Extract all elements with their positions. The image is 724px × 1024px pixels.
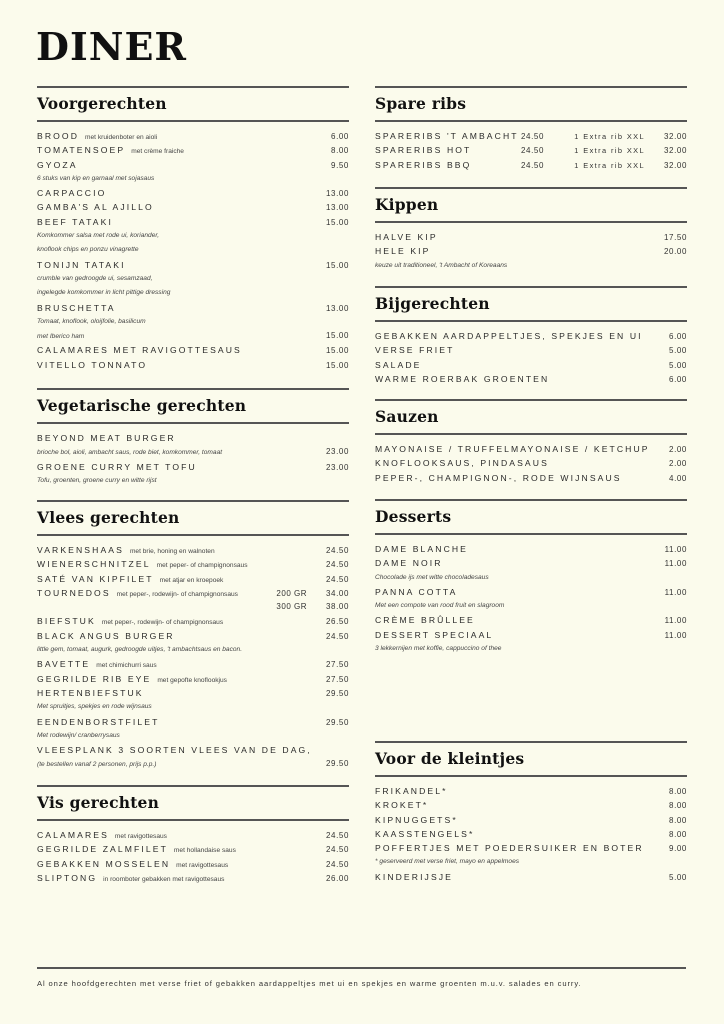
menu-item (37, 586, 349, 600)
menu-item (37, 158, 349, 172)
section-heading: Desserts (375, 507, 452, 526)
section-heading: Vlees gerechten (37, 508, 180, 527)
menu-item (375, 358, 687, 372)
item-name: BEEF TATAKI (37, 216, 113, 227)
item-description: Chocolade ijs met witte chocoladesaus (375, 573, 489, 581)
item-name: GEGRILDE RIB EYE (37, 673, 152, 684)
item-price: 13.00 (325, 189, 349, 199)
menu-item (375, 798, 687, 812)
item-name: WARME ROERBAK GROENTEN (375, 373, 550, 384)
extra-price: 32.00 (663, 160, 687, 170)
item-name: HELE KIP (375, 246, 431, 257)
item-name: BEYOND MEAT BURGER (37, 433, 176, 443)
extra-price: 32.00 (663, 132, 687, 141)
item-description: Met rodewijn/ cranberrysaus (37, 731, 120, 739)
item-name: DAME NOIR (375, 558, 443, 569)
item-description: keuze uit traditioneel, 't Ambacht of Koreaans (375, 261, 508, 269)
item-description: little gem, tomaat, augurk, gedroogde uitjes, 't ambachtsaus en bacon. (37, 646, 243, 654)
item-name: GAMBA'S AL AJILLO (37, 202, 154, 213)
item-list (37, 122, 349, 372)
item-description-row (375, 599, 687, 613)
item-name: VLEESPLANK 3 SOORTEN VLEES VAN DE DAG, (37, 745, 312, 756)
item-list (37, 536, 349, 772)
item-price: 24.50 (325, 845, 349, 855)
item-name: GEBAKKEN MOSSELEN (37, 858, 171, 869)
item-price: 11.00 (664, 559, 687, 569)
item-note: in roomboter gebakken met ravigottesaus (103, 875, 225, 883)
menu-item (37, 600, 349, 614)
menu-item (375, 556, 687, 570)
menu-item (375, 870, 687, 884)
item-description: brioche bol, aioli, ambacht saus, rode biet, komkommer, tomaat (37, 449, 223, 457)
menu-item (37, 629, 349, 643)
item-price: 26.50 (325, 617, 349, 627)
item-description-row (37, 474, 349, 488)
item-price: 8.00 (669, 801, 687, 811)
item-price: 27.50 (325, 674, 349, 684)
item-name: HALVE KIP (375, 232, 438, 242)
item-name: WIENERSCHNITZEL (37, 559, 151, 570)
item-price: 29.50 (325, 688, 349, 698)
item-name: DAME BLANCHE (375, 544, 469, 554)
item-price: 34.00 (325, 588, 349, 598)
item-description: knoflook chips en ponzu vinagrette (37, 246, 139, 254)
item-price: 13.00 (325, 303, 349, 313)
item-description: Met spruitjes, spekjes en rode wijnsaus (37, 703, 152, 711)
item-price: 2.00 (669, 459, 687, 469)
item-name: KINDERIJSJE (375, 871, 454, 882)
item-description-row (37, 172, 349, 186)
menu-item (37, 543, 349, 557)
item-description: Met een compote van rood fruit en slagroom (375, 602, 505, 610)
item-price: 29.50 (325, 759, 349, 769)
section-heading: Voor de kleintjes (375, 749, 525, 768)
item-list (37, 424, 349, 488)
item-description-row (37, 757, 349, 771)
item-price: 11.00 (664, 545, 687, 554)
extra-option: 1 Extra rib XXL (574, 146, 645, 156)
section-voor-de-kleintjes (375, 741, 687, 884)
item-name: VITELLO TONNATO (37, 359, 148, 370)
item-price: 17.50 (663, 233, 687, 242)
section-heading: Vegetarische gerechten (37, 396, 247, 415)
item-description: 3 lekkernijen met koffie, cappuccino of thee (375, 645, 502, 653)
item-description: (te bestellen vanaf 2 personen, prijs p.p.) (37, 761, 157, 769)
item-price: 15.00 (325, 346, 349, 356)
section-heading: Spare ribs (375, 94, 467, 113)
menu-item (375, 628, 687, 642)
item-description-row (37, 315, 349, 329)
item-description: 6 stuks van kip en garnaal met sojasaus (37, 174, 155, 182)
item-note: met peper-, rodewijn- of champignonsaus (101, 619, 224, 627)
item-name: SPARERIBS BBQ (375, 159, 472, 170)
section-heading: Vis gerechten (37, 793, 160, 812)
menu-item (375, 613, 687, 627)
footer-note: Al onze hoofdgerechten met verse friet of gebakken aardappeltjes met ui en spekjes en warme groenten m.u.v. salades en curry. (37, 979, 582, 988)
item-price: 6.00 (669, 332, 687, 341)
item-note: met atjar en kroepoek (159, 576, 224, 584)
item-price: 27.50 (325, 660, 349, 670)
item-note: met brie, honing en walnoten (129, 548, 215, 555)
item-name: KROKET* (375, 800, 429, 811)
item-price: 23.00 (325, 462, 349, 472)
menu-item (37, 857, 349, 871)
item-name: TONIJN TATAKI (37, 259, 126, 270)
extra-option: 1 Extra rib XXL (574, 132, 645, 141)
item-note: met gepofte knoflookjus (157, 676, 227, 684)
item-name: CRÈME BRÛLLEE (375, 615, 475, 626)
section-voorgerechten (37, 86, 349, 372)
section-spare-ribs (375, 86, 687, 172)
item-price: 6.00 (669, 374, 687, 384)
item-name: SLIPTONG (37, 872, 98, 883)
item-price: 8.00 (331, 146, 349, 156)
item-name: KNOFLOOKSAUS, PINDASAUS (375, 458, 549, 469)
item-price: 24.50 (325, 546, 349, 555)
extra-option: 1 Extra rib XXL (574, 160, 645, 170)
item-price: 8.00 (669, 829, 687, 839)
item-price: 38.00 (325, 602, 349, 612)
menu-item (37, 614, 349, 628)
item-name: BIEFSTUK (37, 616, 96, 627)
item-note: met ravigottesaus (114, 833, 167, 840)
item-description: Komkommer salsa met rode ui, koriander, (37, 232, 160, 240)
item-note: met peper- of champignonsaus (156, 562, 248, 570)
menu-item (37, 129, 349, 143)
item-price: 24.50 (325, 831, 349, 840)
item-note: met kruidenboter en aioli (85, 134, 158, 141)
item-price: 2.00 (669, 445, 687, 454)
item-description-row (37, 729, 349, 743)
item-name: FRIKANDEL* (375, 786, 448, 796)
menu-item (37, 431, 349, 445)
menu-item (375, 442, 687, 456)
menu-item (375, 158, 687, 172)
menu-item (37, 842, 349, 856)
section-desserts (375, 499, 687, 656)
menu-title: DINER (36, 24, 188, 69)
item-description: crumble van gedroogde ui, sesamzaad, (37, 274, 153, 282)
section-heading: Sauzen (375, 407, 439, 426)
item-price: 24.50 (325, 574, 349, 584)
item-list (375, 435, 687, 485)
section-bijgerechten (375, 286, 687, 386)
item-description-row (37, 229, 349, 243)
item-name: SATÉ VAN KIPFILET (37, 573, 154, 584)
section-vegetarische-gerechten (37, 388, 349, 488)
item-name: SPARERIBS 'T AMBACHT (375, 131, 519, 141)
extra-price: 32.00 (663, 146, 687, 156)
item-price: 24.50 (325, 859, 349, 869)
item-weight: 200 GR (276, 588, 307, 598)
item-description: Tomaat, knoflook, oloijfolie, basilicum (37, 317, 146, 325)
item-name: GEGRILDE ZALMFILET (37, 844, 168, 855)
item-price: 11.00 (664, 587, 687, 597)
item-description-row (37, 700, 349, 714)
item-price: 26.00 (325, 873, 349, 883)
menu-item (375, 813, 687, 827)
item-price: 29.50 (325, 717, 349, 727)
item-price: 24.50 (521, 146, 545, 156)
menu-item (375, 585, 687, 599)
item-description-row (37, 643, 349, 657)
menu-item (375, 827, 687, 841)
item-name: KAASSTENGELS* (375, 828, 475, 839)
item-description: Tofu, groenten, groene curry en witte rijst (37, 476, 157, 484)
menu-item (37, 557, 349, 571)
item-name: POFFERTJES MET POEDERSUIKER EN BOTER (375, 843, 644, 854)
item-description-row (37, 243, 349, 257)
menu-item (375, 343, 687, 357)
menu-item (375, 129, 687, 143)
item-list (375, 122, 687, 172)
menu-item (375, 244, 687, 258)
menu-item (375, 471, 687, 485)
menu-item (37, 743, 349, 757)
item-list (375, 322, 687, 386)
menu-item (37, 871, 349, 885)
item-name: VERSE FRIET (375, 345, 455, 356)
menu-item (37, 460, 349, 474)
item-list (375, 535, 687, 656)
item-note: met crème fraiche (131, 148, 184, 156)
item-name: CALAMARES MET RAVIGOTTESAUS (37, 345, 242, 356)
item-name: SPARERIBS HOT (375, 145, 472, 156)
item-price: 15.00 (325, 331, 349, 341)
menu-item (37, 657, 349, 671)
menu-item (37, 686, 349, 700)
section-heading: Bijgerechten (375, 294, 490, 313)
item-description-row (37, 329, 349, 343)
section-heading: Kippen (375, 195, 439, 214)
item-list (37, 821, 349, 885)
item-name: BRUSCHETTA (37, 302, 116, 313)
section-heading: Voorgerechten (37, 94, 167, 113)
item-list (375, 223, 687, 273)
item-name: EENDENBORSTFILET (37, 716, 160, 727)
section-sauzen (375, 399, 687, 485)
item-name: TOMATENSOEP (37, 145, 126, 156)
item-name: SALADE (375, 359, 422, 370)
menu-item (375, 230, 687, 244)
section-kippen (375, 187, 687, 273)
item-description-row (375, 259, 687, 273)
item-price: 13.00 (325, 203, 349, 213)
footer-divider (37, 967, 686, 969)
item-price: 15.00 (325, 260, 349, 270)
section-vis-gerechten (37, 785, 349, 885)
item-name: MAYONAISE / TRUFFELMAYONAISE / KETCHUP (375, 444, 650, 454)
item-description-row (375, 642, 687, 656)
item-name: KIPNUGGETS* (375, 814, 458, 825)
item-list (375, 777, 687, 884)
menu-item (37, 215, 349, 229)
item-name: CALAMARES (37, 830, 109, 840)
item-name: BAVETTE (37, 659, 91, 670)
item-name: HERTENBIEFSTUK (37, 687, 144, 698)
item-price: 9.00 (669, 844, 687, 854)
menu-item (37, 572, 349, 586)
item-name: BLACK ANGUS BURGER (37, 630, 175, 641)
item-weight: 300 GR (276, 602, 307, 612)
item-description: ingelegde komkommer in licht pittige dressing (37, 289, 171, 297)
item-price: 5.00 (669, 872, 687, 882)
item-name: GROENE CURRY MET TOFU (37, 461, 197, 472)
item-price: 5.00 (669, 360, 687, 370)
item-price: 8.00 (669, 787, 687, 796)
item-price: 11.00 (664, 630, 687, 640)
item-name: PANNA COTTA (375, 586, 458, 597)
item-price: 11.00 (664, 616, 687, 626)
item-note: met peper-, rodewijn- of champignonsaus (116, 590, 238, 598)
menu-item (37, 258, 349, 272)
item-name: DESSERT SPECIAAL (375, 629, 494, 640)
item-note: met chimichurri saus (96, 662, 157, 670)
item-name: CARPACCIO (37, 188, 107, 199)
item-price: 15.00 (325, 217, 349, 227)
item-price: 23.00 (325, 447, 349, 457)
menu-item (375, 542, 687, 556)
item-note: met hollandaise saus (173, 847, 236, 855)
item-description: met Iberico ham (37, 333, 85, 341)
menu-item (37, 186, 349, 200)
item-description-row (37, 445, 349, 459)
item-description-row (375, 571, 687, 585)
item-name: TOURNEDOS (37, 587, 111, 598)
item-name: VARKENSHAAS (37, 545, 124, 555)
item-name: GEBAKKEN AARDAPPELTJES, SPEKJES EN UI (375, 331, 643, 341)
item-description-row (37, 272, 349, 286)
item-price: 24.50 (325, 631, 349, 641)
item-price: 24.50 (325, 560, 349, 570)
menu-item (375, 372, 687, 386)
section-vlees-gerechten (37, 500, 349, 772)
menu-item (37, 672, 349, 686)
item-price: 15.00 (325, 360, 349, 370)
item-price: 24.50 (521, 132, 545, 141)
menu-item (37, 828, 349, 842)
menu-item (37, 301, 349, 315)
item-price: 8.00 (669, 815, 687, 825)
item-price: 5.00 (669, 346, 687, 356)
item-description-row (375, 855, 687, 869)
menu-item (37, 715, 349, 729)
menu-item (37, 143, 349, 157)
item-description-row (37, 286, 349, 300)
item-price: 9.50 (331, 160, 349, 170)
item-price: 4.00 (669, 473, 687, 483)
item-price: 20.00 (663, 247, 687, 257)
item-description: * geserveerd met verse friet, mayo en appelmoes (375, 858, 520, 866)
menu-item (375, 329, 687, 343)
menu-item (375, 143, 687, 157)
menu-item (37, 200, 349, 214)
menu-item (375, 456, 687, 470)
item-price: 24.50 (521, 160, 545, 170)
item-name: PEPER-, CHAMPIGNON-, RODE WIJNSAUS (375, 472, 622, 483)
item-name: GYOZA (37, 159, 78, 170)
menu-item (375, 841, 687, 855)
menu-item (375, 784, 687, 798)
menu-item (37, 343, 349, 357)
item-price: 6.00 (331, 132, 349, 141)
item-note: met ravigottesaus (176, 861, 229, 869)
menu-item (37, 358, 349, 372)
item-name: BROOD (37, 131, 80, 141)
